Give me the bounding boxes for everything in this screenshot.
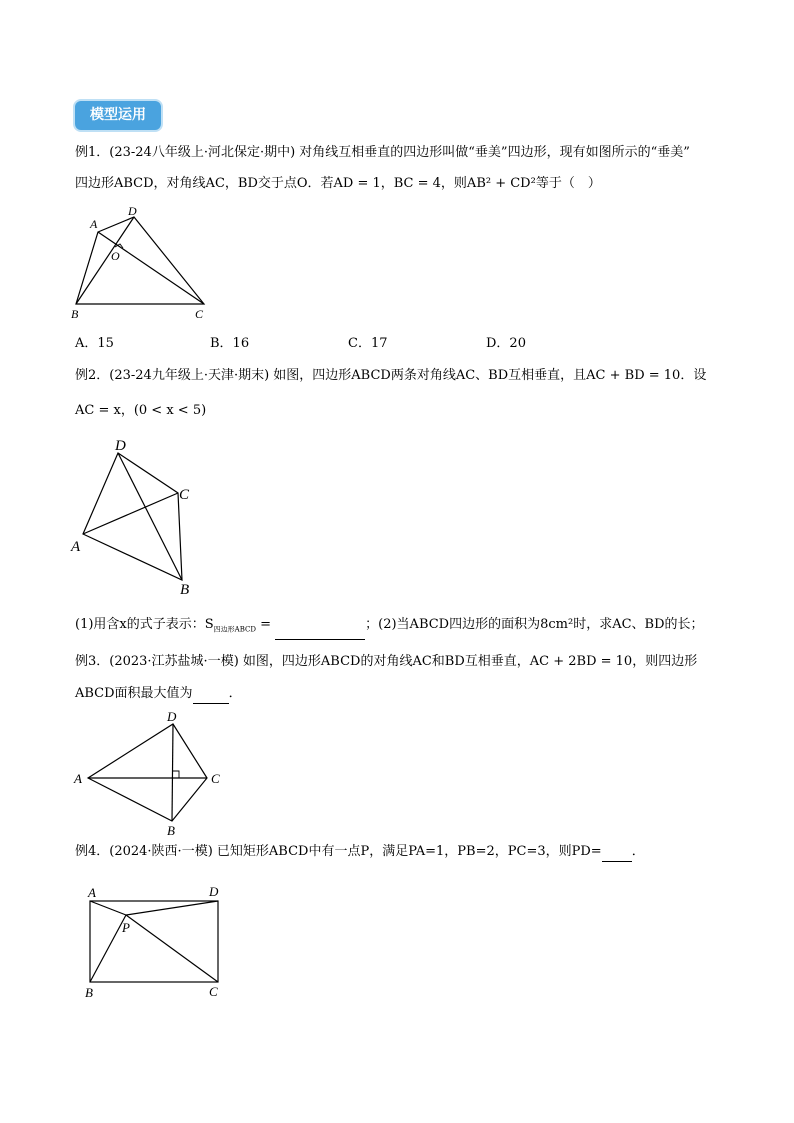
ex3-line2-end: ． [228,686,242,701]
ex1-figure [68,203,218,323]
ex2-label-C: C [179,487,190,503]
ex2-figure [68,433,208,598]
ex4-label-A: A [88,885,96,900]
ex3-label-A: A [74,771,82,786]
ex3-figure [68,707,228,839]
ex3-label-B: B [167,823,175,838]
ex1-label-B: B [71,307,79,321]
ex2-line2: AC = x，(0 < x < 5) [75,403,207,418]
section-badge: 模型运用 [75,101,161,130]
ex1-label-O: O [111,249,120,263]
ex2-label-B: B [180,582,190,598]
ex2-line1: 例2．(23-24九年级上·天津·期末) 如图，四边形ABCD两条对角线AC、BD互相垂直，且AC + BD = 10．设 [75,368,707,383]
ex2-q-part3: ；(2)当ABCD四边形的面积为8cm²时，求AC、BD的长； [365,617,704,632]
ex1-option-d: D．20 [486,336,526,351]
ex2-answer-blank[interactable] [275,625,365,640]
ex1-line1: 例1．(23-24八年级上·河北保定·期中) 对角线互相垂直的四边形叫做“垂美”四边形，现有如图所示的“垂美” [75,145,690,160]
ex4-label-B: B [85,985,93,1000]
ex4-line1: 例4．(2024·陕西·一模) 已知矩形ABCD中有一点P，满足PA=1，PB=2，PC=3，则PD= [75,844,602,859]
ex4-label-D: D [209,884,219,899]
ex1-label-C: C [195,307,204,321]
ex2-q-part2: = [255,617,276,632]
ex4-figure [80,880,230,1000]
ex1-label-D: D [128,204,137,218]
ex3-label-D: D [167,709,177,724]
ex2-q-subscript: 四边形ABCD [213,625,256,634]
ex2-label-A: A [71,539,81,555]
ex3-line2-wrap [75,684,242,704]
ex4-line1-wrap [75,842,645,862]
ex1-option-c: C．17 [348,336,388,351]
ex3-answer-blank[interactable] [193,689,229,704]
ex3-line1: 例3．(2023·江苏盐城·一模) 如图，四边形ABCD的对角线AC和BD互相垂直，AC + 2BD = 10，则四边形 [75,654,698,669]
ex4-line1-end: ． [631,844,645,859]
ex4-answer-blank[interactable] [602,847,632,862]
ex3-label-C: C [211,771,220,786]
ex2-question [75,615,704,640]
ex1-option-a: A．15 [75,336,114,351]
ex2-q-part1: (1)用含x的式子表示：S [75,617,214,632]
ex1-label-A: A [90,217,98,231]
ex4-label-P: P [122,920,130,935]
ex4-label-C: C [209,984,218,999]
ex1-option-b: B．16 [210,336,250,351]
ex2-label-D: D [115,438,126,454]
ex3-line2: ABCD面积最大值为 [75,686,193,701]
ex1-line2: 四边形ABCD，对角线AC，BD交于点O．若AD = 1，BC = 4，则AB² + CD²等于（ ） [75,176,601,191]
